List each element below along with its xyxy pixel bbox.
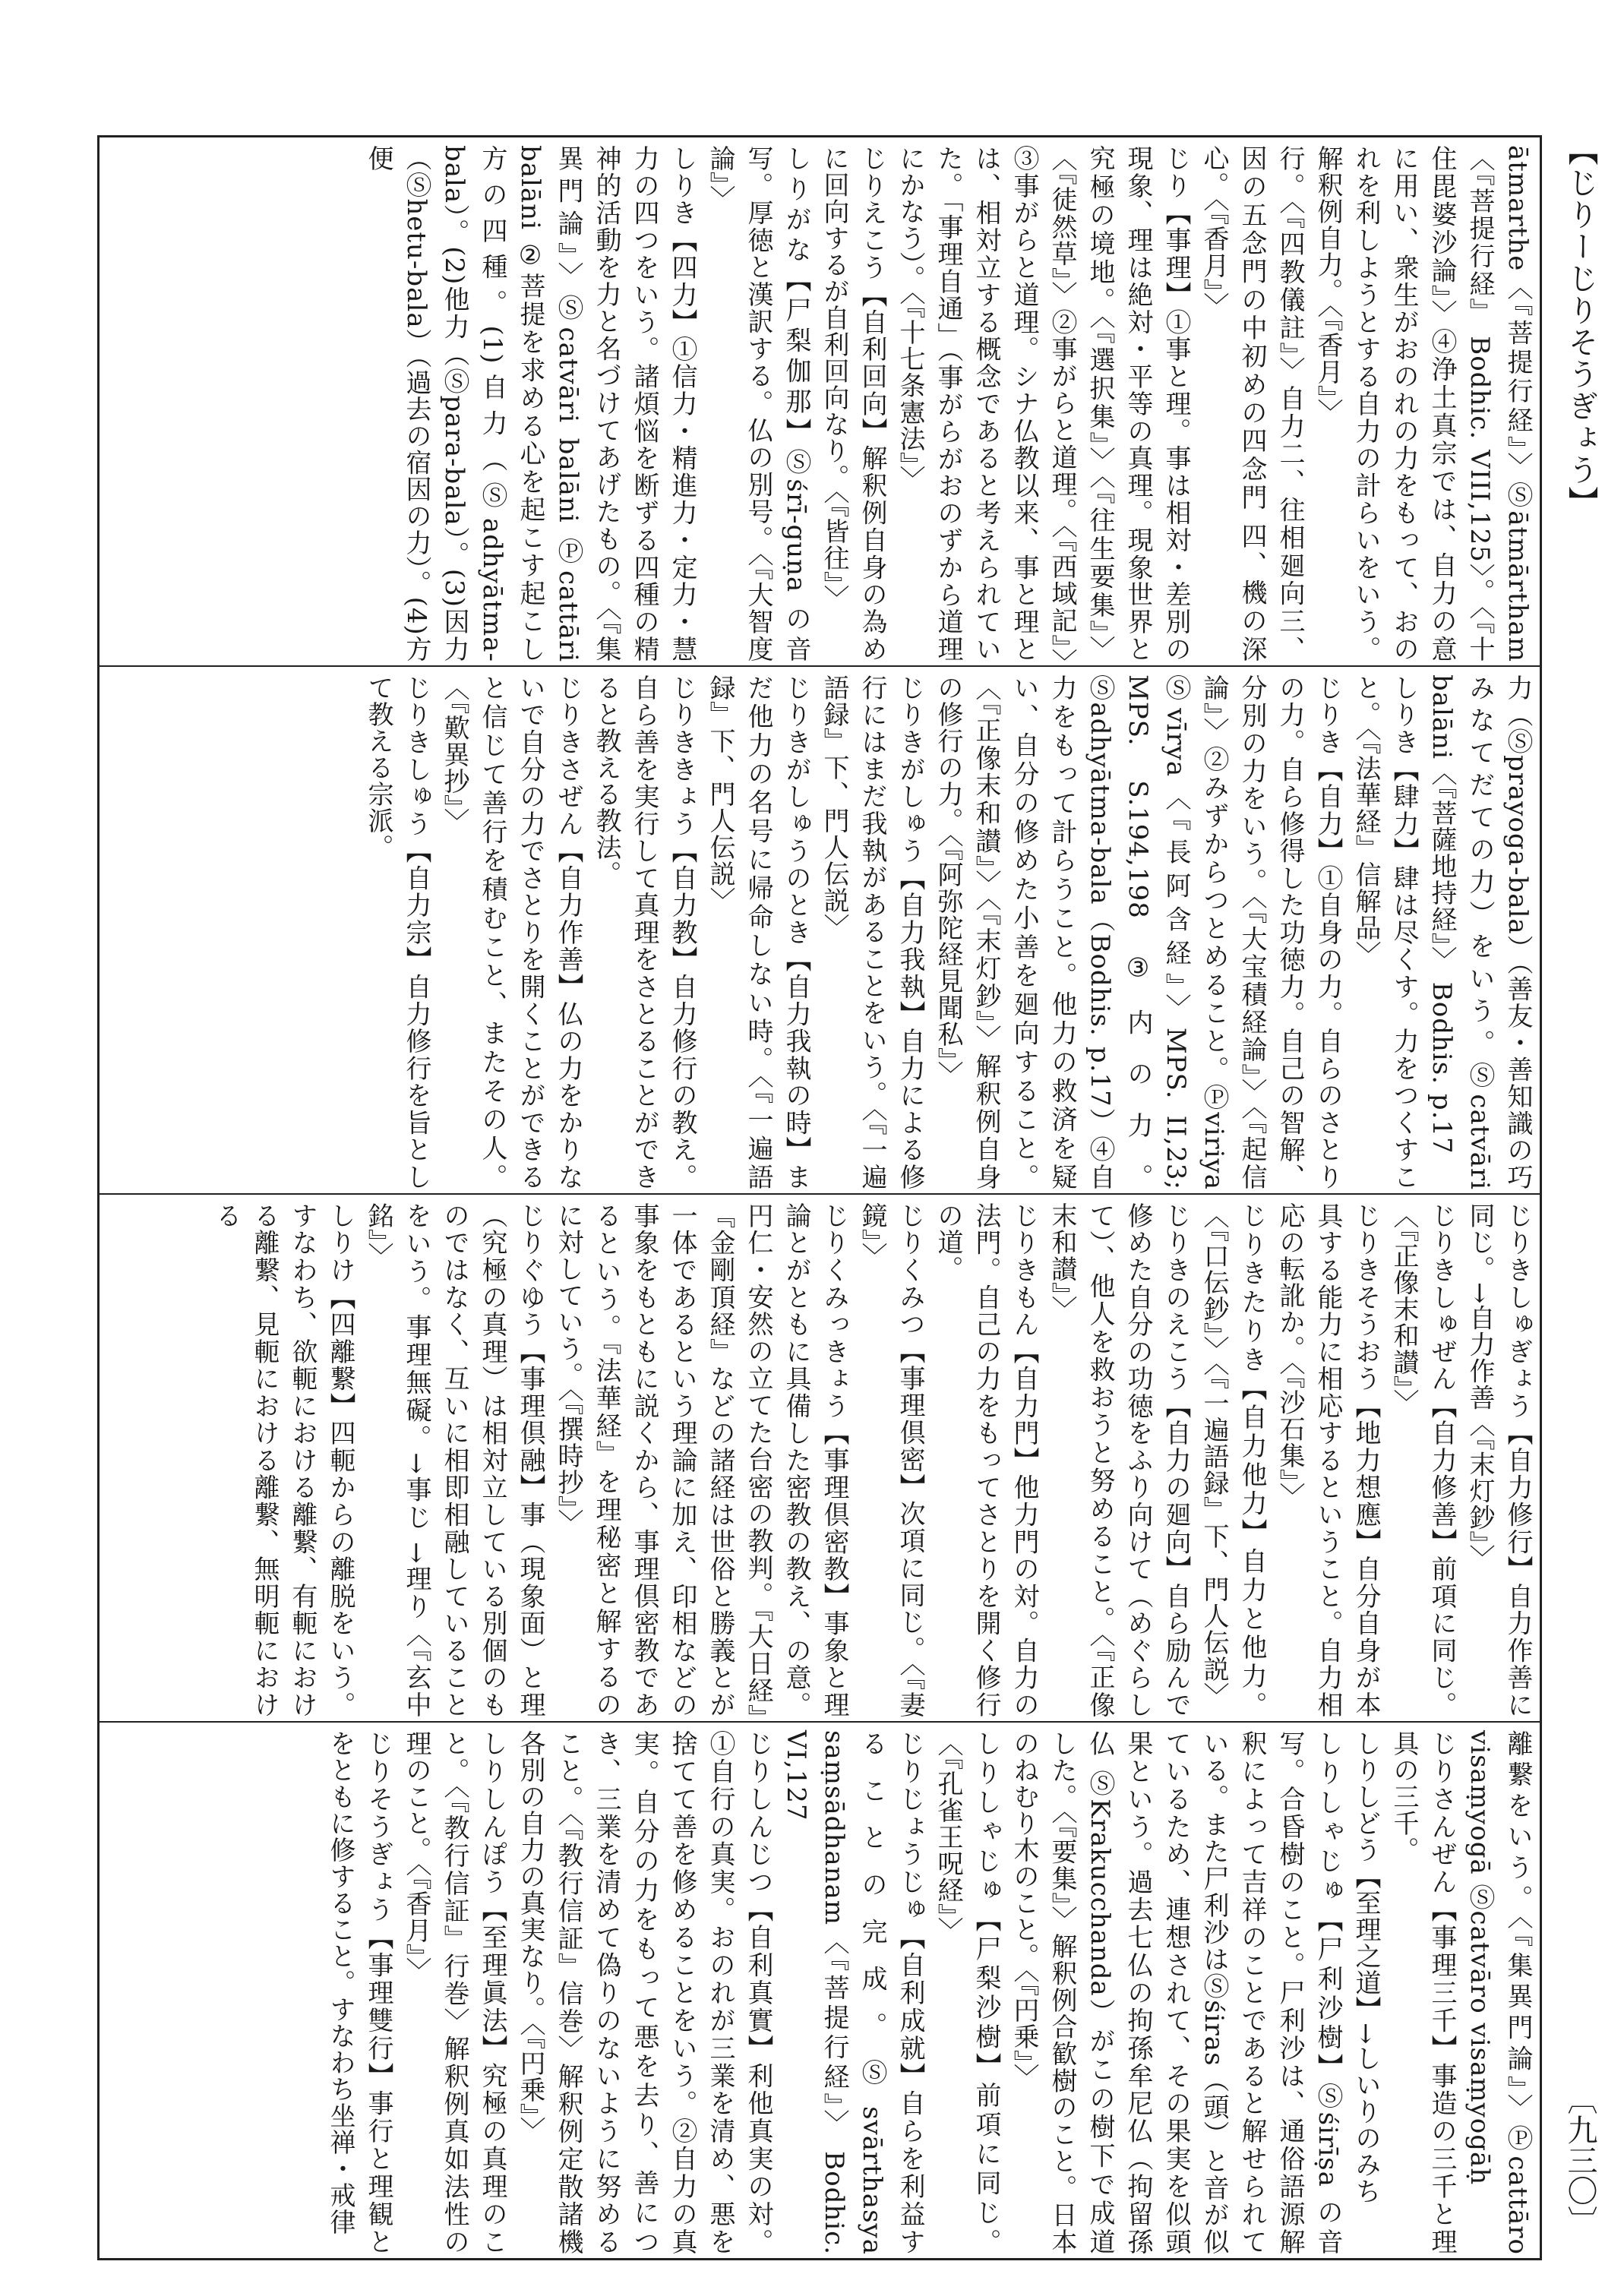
entry-paragraph: じりぐゆう【事理倶融】事（現象面）と理（究極の真理）は相対立している別個のものではなく、互いに相即相融していることをいう。事理無礙。→事じ →理り〈『玄中銘』〉: [363, 1202, 545, 1718]
entry-paragraph: じりきしゅぜん【自力修善】前項に同じ。〈『正像末和讃』〉: [1389, 1202, 1457, 1718]
entry-paragraph: じりさんぜん【事理三千】事造の三千と理具の三千。: [1389, 1730, 1457, 2255]
page-number: 〔九三〇〕: [1562, 2084, 1597, 2236]
entry-paragraph: 離繋をいう。〈『集異門論』〉Ⓟcattāro visaṃyogā Ⓢcatvāro visaṃyogāḥ: [1464, 1730, 1533, 2255]
entry-paragraph: しりしゃじゅ【尸梨沙樹】前項に同じ。〈『孔雀王呪経』〉: [933, 1730, 1001, 2255]
entry-paragraph: しりしどう【至理之道】→しいりのみち: [1351, 1730, 1381, 2205]
tier-1-column: [356, 137, 1540, 665]
tier-4: [100, 1721, 1540, 2258]
entry-paragraph: じりそうぎょう【事理雙行】事行と理観とをともに修すること。すなわち坐禅・戒律: [325, 1730, 393, 2255]
entry-paragraph: じりきもん【自力門】他力門の対。自力の法門。自己の力をもってさとりを開く修行の道。: [933, 1202, 1039, 1718]
entry-paragraph: じりき【自力】①自身の力。自らのさとりの力。自ら修得した功徳力。自己の智解、分別の力をいう。〈『大宝積経論』〉〈『起信論』〉②みずからつとめること。Ⓟviriya Ⓢvīrya〈『長阿含経』〉MPS. II,23; MPS. S.194,198 ③内の力。Ⓢadhyātma-bala（Bodhis. p.17）④自力をもって計らうこと。他力の救済を疑い、自分の修めた小善を廻向すること。〈『正像末和讃』〉〈『末灯鈔』〉解釈例自身の修行の力。〈『阿弥陀経見聞私』〉: [933, 674, 1343, 1190]
entry-paragraph: じりくみつ【事理倶密】次項に同じ。〈『妻鏡』〉: [857, 1202, 925, 1718]
entry-paragraph: しりしんぽう【至理眞法】究極の真理のこと。〈『教行信証』行巻〉解釈例真如法性の理のこと。〈『香月』〉: [401, 1730, 507, 2255]
entry-paragraph: じりきさぜん【自力作善】仏の力をかりないで自分の力でさとりを開くことができると信じて善行を積むこと、またその人。〈『歎異抄』〉: [439, 674, 583, 1190]
entry-paragraph: しりき【四力】①信力・精進力・定力・慧力の四つをいう。諸煩悩を断ずる四種の精神的活動を力と名づけてあげたもの。〈『集異門論』〉Ⓢcatvāri balāni Ⓟcattāri balāni ②菩提を求める心を起こす起こし方の四種。(1)自力（Ⓢadhyātma-bala）。(2)他力（Ⓢpara-bala）。(3)因力（Ⓢhetu-bala）（過去の宿因の力）。(4)方便: [363, 145, 697, 662]
entry-paragraph: じりえこう【自利回向】解釈例自身の為めに回向するが自利回向なり。〈『皆往』〉: [819, 145, 887, 662]
entry-paragraph: しりがな【尸梨伽那】Ⓢśrī-guṇa の音写。厚徳と漢訳する。仏の別号。〈『大智度論』〉: [705, 145, 811, 662]
tier-2: [100, 665, 1540, 1193]
entry-paragraph: じりきそうおう【地力想應】自分自身が本具する能力に相応するということ。自力相応の転訛か。〈『沙石集』〉: [1275, 1202, 1381, 1718]
entry-paragraph: じり【事理】①事と理。事は相対・差別の現象、理は絶対・平等の真理。現象世界と究極の境地。〈『選択集』〉〈『往生要集』〉〈『徒然草』〉②事がらと道理。〈『西域記』〉③事がらと道理。シナ仏教以来、事と理とは、相対立する概念であると考えられていた。「事理自通」（事がらがおのずから道理にかなう）。〈『十七条憲法』〉: [895, 145, 1191, 662]
entry-paragraph: じりじょうじゅ【自利成就】自らを利益することの完成。Ⓢsvārthasya saṃsādhanam〈『菩提行経』〉 Bodhic. VI,127: [781, 1730, 925, 2255]
tier-4-column: [318, 1723, 1540, 2258]
entry-paragraph: じりきしゅぎょう【自力修行】自力作善に同じ。→自力作善〈『末灯鈔』〉: [1464, 1202, 1533, 1718]
entry-paragraph: 行。〈『四教儀註』〉自力二、往相廻向三、因の五念門の中初めの四念門 四、機の深心。〈『香月』〉: [1199, 145, 1305, 662]
entry-paragraph: しりき【肆力】肆は尽くす。力をつくすこと。〈『法華経』信解品〉: [1351, 674, 1419, 1190]
entry-paragraph: しりけ【四離繋】四軛からの離脱をいう。すなわち、欲軛における離繋、有軛における離繋、見軛における離繋、無明軛における: [211, 1202, 355, 1718]
entry-paragraph: じりききょう【自力教】自力修行の教え。自ら善を実行して真理をさとることができると教える教法。: [591, 674, 697, 1190]
entry-paragraph: じりしんじつ【自利真實】利他真実の対。①自行の真実。おのれが三業を清め、悪を捨てて善を修めることをいう。②自力の真実。自分の力をもって悪を去り、善につき、三業を清めて偽りのないように努めること。〈『教行信証』信巻〉解釈例定散諸機各別の自力の真実なり。〈『円乗』〉: [515, 1730, 773, 2255]
entry-paragraph: しりしゃじゅ【尸利沙樹】Ⓢśirīṣa の音写。合昏樹のこと。尸利沙は、通俗語源解釈によって吉祥のことであると解せられている。また尸利沙はⓈśiras（頭）と音が似ているため、連想されて、その果実を似頭果という。過去七仏の拘孫牟尼仏（拘留孫仏 ⓈKrakucchanda）がこの樹下で成道した。〈『要集』〉解釈例合歓樹のこと。日本のねむり木のこと。〈『円乗』〉: [1009, 1730, 1343, 2255]
entry-paragraph: 力（Ⓢprayoga-bala）（善友・善知識の巧みなてだての力）をいう。Ⓢcatvāri balāni〈『菩薩地持経』〉 Bodhis. p.17: [1427, 674, 1533, 1190]
tier-2-column: [356, 667, 1540, 1193]
entry-paragraph: じりきがしゅう【自力我執】自力による修行にはまだ我執があることをいう。〈『一遍語録』下、門人伝説〉: [819, 674, 925, 1190]
tier-3-column: [204, 1195, 1540, 1721]
tier-3: [100, 1193, 1540, 1721]
entry-paragraph: じりきしゅう【自力宗】自力修行を旨として教える宗派。: [363, 674, 431, 1190]
running-head: 【じりーじりそうぎょう】: [1563, 135, 1598, 518]
entry-paragraph: じりくみっきょう【事理倶密教】事象と理論とがともに具備した密教の教え、の意。円仁・安然の立てた台密の教判。『大日経』『金剛頂経』などの諸経は世俗と勝義とが一体であるという理論に加え、印相などの事象をもともに説くから、事理倶密教であるという。『法華経』を理秘密と解するのに対していう。〈『撰時抄』〉: [553, 1202, 849, 1718]
entry-paragraph: ātmarthe〈『菩提行経』〉Ⓢātmārtham〈『菩提行経』 Bodhic. VIII,125〉。〈『十住毘婆沙論』〉④浄土真宗では、自力の意に用い、衆生がおのれの力をもって、おのれを利しようとする自力の計らいをいう。解釈例自力。〈『香月』〉: [1313, 145, 1533, 663]
text-frame: [97, 135, 1542, 2260]
entry-paragraph: じりきのえこう【自力の廻向】自ら励んで修めた自分の功徳をふり向けて（めぐらして）、他人を救おうと努めること。〈『正像末和讃』〉: [1047, 1202, 1191, 1718]
entry-paragraph: じりきたりき【自力他力】自力と他力。〈『口伝鈔』〉〈『一遍語録』下、門人伝説〉: [1199, 1202, 1267, 1718]
tier-1: [100, 137, 1540, 665]
entry-paragraph: じりきがしゅうのとき【自力我執の時】まだ他力の名号に帰命しない時。〈『一遍語録』下、門人伝説〉: [705, 674, 811, 1190]
